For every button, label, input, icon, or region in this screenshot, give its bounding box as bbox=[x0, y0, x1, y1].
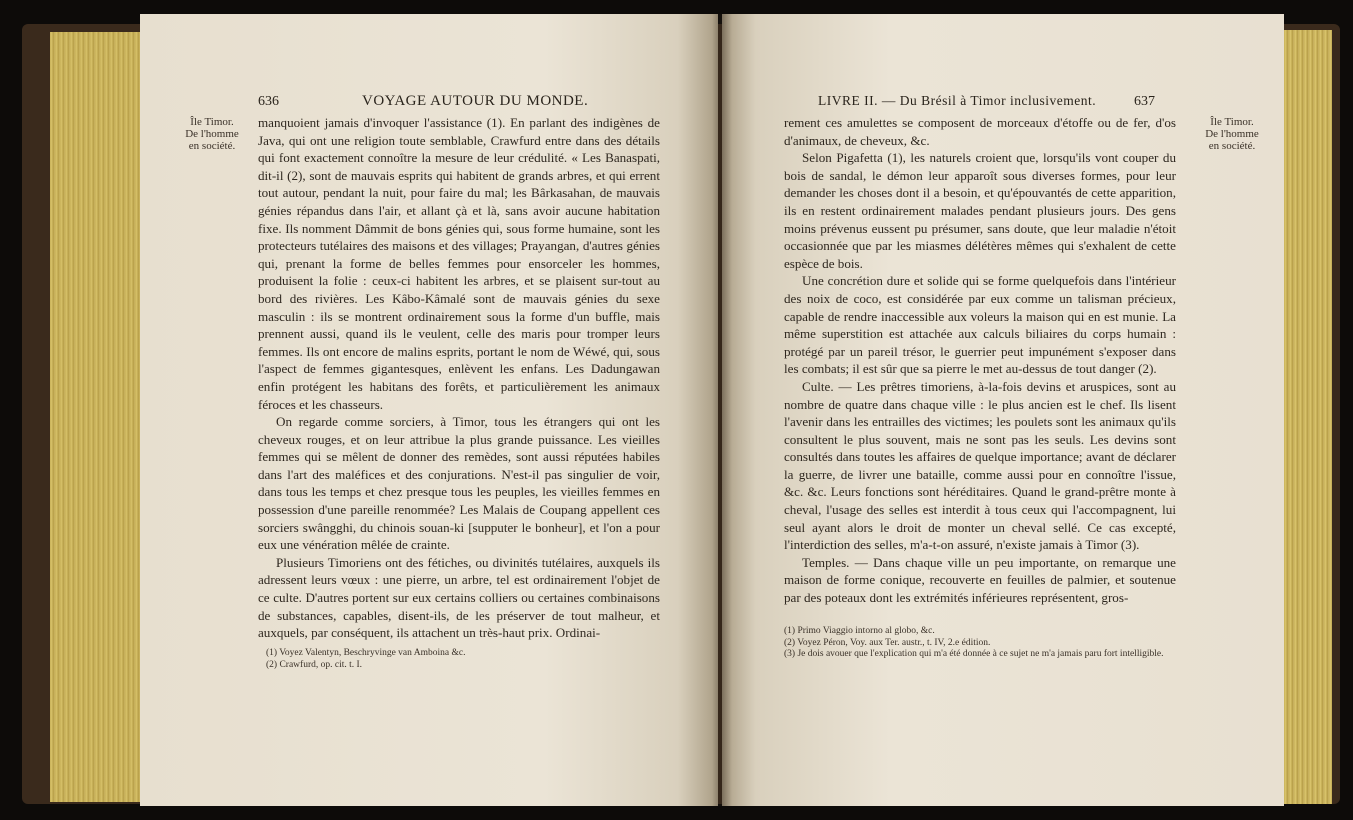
margin-note-line: Île Timor. bbox=[1210, 116, 1254, 128]
right-page bbox=[722, 14, 1284, 806]
paragraph: Plusieurs Timoriens ont des fétiches, ou divinités tutélaires, auxquels ils adressent leurs vœux : une pierre, un arbre, tel est ordinairement l'objet de ce culte. D'autres portent sur eux certains colliers ou certaines combinaisons de substances, capables, disent-ils, de les préserver de tout malheur, et auxquels, par conséquent, ils attachent un très-haut prix. Ordinai- bbox=[258, 554, 660, 641]
margin-note-line: De l'homme bbox=[1205, 128, 1259, 140]
right-body-text bbox=[784, 114, 1176, 607]
margin-note-line: en société. bbox=[1208, 140, 1256, 152]
left-footnotes bbox=[266, 648, 661, 671]
footnote: (2) Crawfurd, op. cit. t. I. bbox=[266, 659, 363, 670]
page-edges-right bbox=[1284, 30, 1332, 804]
margin-note-line: Île Timor. bbox=[190, 116, 234, 128]
running-head: LIVRE II. — Du Brésil à Timor inclusivement. bbox=[818, 93, 1097, 108]
open-book bbox=[22, 14, 1340, 814]
footnote: (2) Voyez Péron, Voy. aux Ter. austr., t. IV, 2.e édition. bbox=[784, 637, 991, 648]
paragraph: Temples. — Dans chaque ville un peu importante, on remarque une maison de forme conique, recouverte en feuilles de palmier, et soutenue par des poteaux dont les extrémités inférieures représentent, gros- bbox=[784, 554, 1176, 606]
footnote: (3) Je dois avouer que l'explication qui m'a été donnée à ce sujet ne m'a jamais paru fort intelligible. bbox=[784, 649, 1164, 659]
book-gutter bbox=[712, 14, 732, 806]
right-margin-note bbox=[1192, 116, 1272, 152]
page-number: 636 bbox=[258, 94, 279, 109]
left-margin-note bbox=[174, 116, 250, 152]
margin-note-line: en société. bbox=[188, 140, 236, 152]
paragraph: On regarde comme sorciers, à Timor, tous les étrangers qui ont les cheveux rouges, et on leur attribue la plus grande puissance. Les vieilles femmes qui se mêlent de donner des remèdes, sont aussi réputées habiles dans l'art des maléfices et des conjurations. N'est-il pas singulier de voir, dans tous les temps et chez presque tous les peuples, les vieilles femmes en possession d'une pareille renommée? Les Malais de Coupang appellent ces sorciers swângghi, du chinois souan-ki [supputer le bonheur], et l'on a pour eux une vénération mêlée de crainte. bbox=[258, 414, 660, 553]
page-edges-left bbox=[50, 32, 140, 802]
page-number: 637 bbox=[1134, 94, 1155, 109]
footnote: (1) Voyez Valentyn, Beschryvinge van Amboina &c. bbox=[266, 648, 466, 658]
paragraph: Une concrétion dure et solide qui se forme quelquefois dans l'intérieur des noix de coco, est considérée par eux comme un talisman précieux, capable de rendre inaccessible aux voleurs la maison qui en est munie. La même superstition est attachée aux calculs biliaires du corps humain : protégé par un pareil trésor, le guerrier peut impunément s'exposer dans les combats; il est sûr que sa pierre le met au-dessus de tout danger (2). bbox=[784, 273, 1176, 377]
left-page bbox=[140, 14, 718, 806]
right-footnotes bbox=[784, 626, 1176, 661]
paragraph: manquoient jamais d'invoquer l'assistance (1). En parlant des indigènes de Java, qui ont une religion toute semblable, Crawfurd entre dans des détails qui font exactement connoître la mesure de leur crédulité. « Les Banaspati, dit-il (2), sont de mauvais esprits qui habitent de grands arbres, et qui errent tout autour, pendant la nuit, pour faire du mal; les Bârkasahan, de mauvais génies répandus dans l'air, et allant çà et là, sans avoir aucune habitation fixe. Ils nomment Dâmmit de bons génies qui, sous forme humaine, sont les protecteurs tutélaires des maisons et des villages; Prayangan, d'autres génies qui, prenant la forme de belles femmes pour ensorceler les hommes, produisent la folie : ceux-ci habitent les arbres, et se plaisent sur-tout au bord des rivières. Les Kâbo-Kâmalé sont de mauvais génies du sexe masculin : ils se montrent ordinairement sous la forme d'un buffle, mais prennent aussi, quand ils le veulent, celle des maris pour tromper leurs femmes. Ils ont encore de malins esprits, portant le nom de Wéwé, qui, sous l'aspect de femmes gigantesques, enlèvent les enfans. Les Dadungawan enfin protégent les habitans des forêts, et particulièrement les animaux féroces et les chasseurs. bbox=[258, 115, 660, 412]
running-head: VOYAGE AUTOUR DU MONDE. bbox=[362, 93, 589, 109]
paragraph: Culte. — Les prêtres timoriens, à-la-fois devins et aruspices, sont au nombre de quatre dans chaque ville : le plus ancien est le chef. Ils lisent l'avenir dans les entrailles des victimes; les poulets sont les animaux qu'ils consultent le plus souvent, mais ne sont pas les seuls. Les devins sont consultés dans toutes les affaires de quelque importance; avant de déclarer la guerre, de livrer une bataille, comme aussi pour en connoître l'issue, &c. &c. Leurs fonctions sont héréditaires. Quand le grand-prêtre monte à cheval, l'usage des selles est interdit à tous ceux qui l'accompagnent, lui seul ayant alors le droit de monter un cheval sellé. Ce cas excepté, l'interdiction des selles, m'a-t-on assuré, n'existe jamais à Timor (3). bbox=[784, 378, 1176, 553]
left-body-text bbox=[258, 114, 660, 642]
margin-note-line: De l'homme bbox=[185, 128, 239, 140]
paragraph: rement ces amulettes se composent de morceaux d'étoffe ou de fer, d'os d'animaux, de cheveux, &c. bbox=[784, 115, 1176, 148]
paragraph: Selon Pigafetta (1), les naturels croient que, lorsqu'ils vont couper du bois de sandal, le démon leur apparoît sous diverses formes, pour leur demander les choses dont il a besoin, et qu'épouvantés de cette apparition, ils en restent ordinairement malades pendant plusieurs jours. Des gens moins prévenus eussent pu présumer, sans doute, que leur maladie n'étoit occasionnée que par les miasmes délétères mêmes qui s'exhalent de cette espèce de bois. bbox=[784, 150, 1176, 271]
footnote: (1) Primo Viaggio intorno al globo, &c. bbox=[784, 626, 935, 636]
